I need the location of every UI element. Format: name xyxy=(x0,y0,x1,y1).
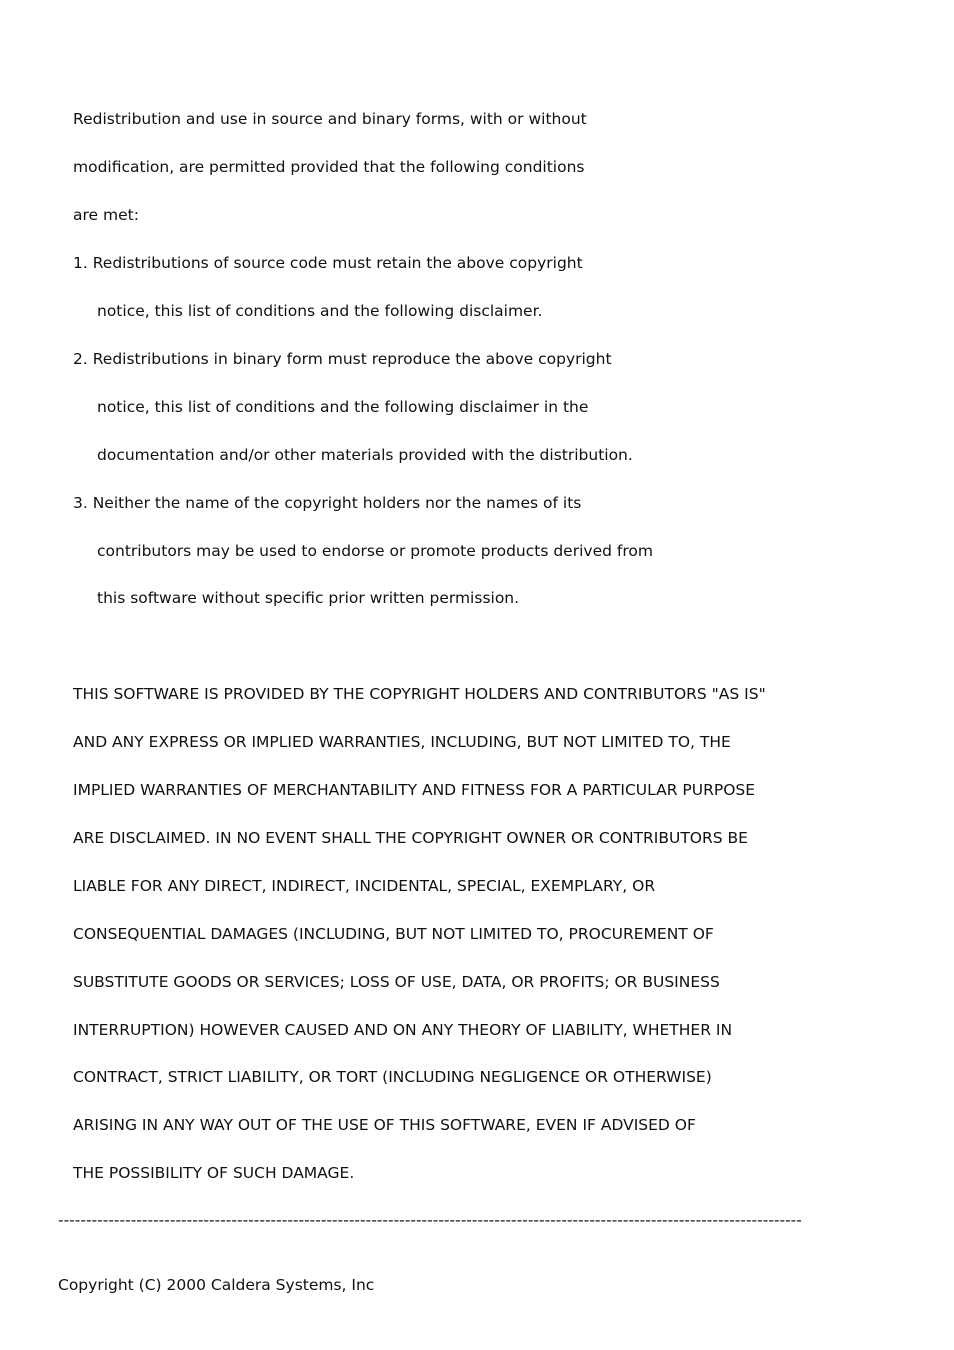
disclaimer-line: THIS SOFTWARE IS PROVIDED BY THE COPYRIGHT HOLDERS AND CONTRIBUTORS "AS IS" xyxy=(73,685,766,703)
condition-2-continuation: documentation and/or other materials provided with the distribution. xyxy=(97,446,633,464)
condition-3-continuation: contributors may be used to endorse or promote products derived from xyxy=(97,542,653,560)
disclaimer-line: CONTRACT, STRICT LIABILITY, OR TORT (INCLUDING NEGLIGENCE OR OTHERWISE) xyxy=(73,1068,712,1086)
license-intro-line: Redistribution and use in source and binary forms, with or without xyxy=(73,110,587,128)
license-intro-line: modification, are permitted provided that the following conditions xyxy=(73,158,585,176)
disclaimer-line: LIABLE FOR ANY DIRECT, INDIRECT, INCIDENTAL, SPECIAL, EXEMPLARY, OR xyxy=(73,877,656,895)
disclaimer-line: SUBSTITUTE GOODS OR SERVICES; LOSS OF USE, DATA, OR PROFITS; OR BUSINESS xyxy=(73,973,720,991)
license-intro-line: are met: xyxy=(73,206,139,224)
section-separator: ------------------------------------------------------------------------------------------------------------------------------------- xyxy=(58,1211,802,1229)
disclaimer-line: CONSEQUENTIAL DAMAGES (INCLUDING, BUT NOT LIMITED TO, PROCUREMENT OF xyxy=(73,925,714,943)
disclaimer-line: ARISING IN ANY WAY OUT OF THE USE OF THIS SOFTWARE, EVEN IF ADVISED OF xyxy=(73,1116,696,1134)
disclaimer-line: THE POSSIBILITY OF SUCH DAMAGE. xyxy=(73,1164,355,1182)
disclaimer-line: AND ANY EXPRESS OR IMPLIED WARRANTIES, INCLUDING, BUT NOT LIMITED TO, THE xyxy=(73,733,731,751)
disclaimer-line: INTERRUPTION) HOWEVER CAUSED AND ON ANY THEORY OF LIABILITY, WHETHER IN xyxy=(73,1021,733,1039)
condition-2-continuation: notice, this list of conditions and the following disclaimer in the xyxy=(97,398,589,416)
copyright-notice: Copyright (C) 2000 Caldera Systems, Inc xyxy=(58,1275,375,1294)
condition-2-line: 2. Redistributions in binary form must reproduce the above copyright xyxy=(73,350,612,368)
disclaimer-line: IMPLIED WARRANTIES OF MERCHANTABILITY AND FITNESS FOR A PARTICULAR PURPOSE xyxy=(73,781,756,799)
condition-3-continuation: this software without specific prior written permission. xyxy=(97,589,520,607)
condition-3-line: 3. Neither the name of the copyright holders nor the names of its xyxy=(73,494,582,512)
condition-1-continuation: notice, this list of conditions and the following disclaimer. xyxy=(97,302,543,320)
disclaimer-line: ARE DISCLAIMED. IN NO EVENT SHALL THE COPYRIGHT OWNER OR CONTRIBUTORS BE xyxy=(73,829,748,847)
condition-1-line: 1. Redistributions of source code must retain the above copyright xyxy=(73,254,583,272)
